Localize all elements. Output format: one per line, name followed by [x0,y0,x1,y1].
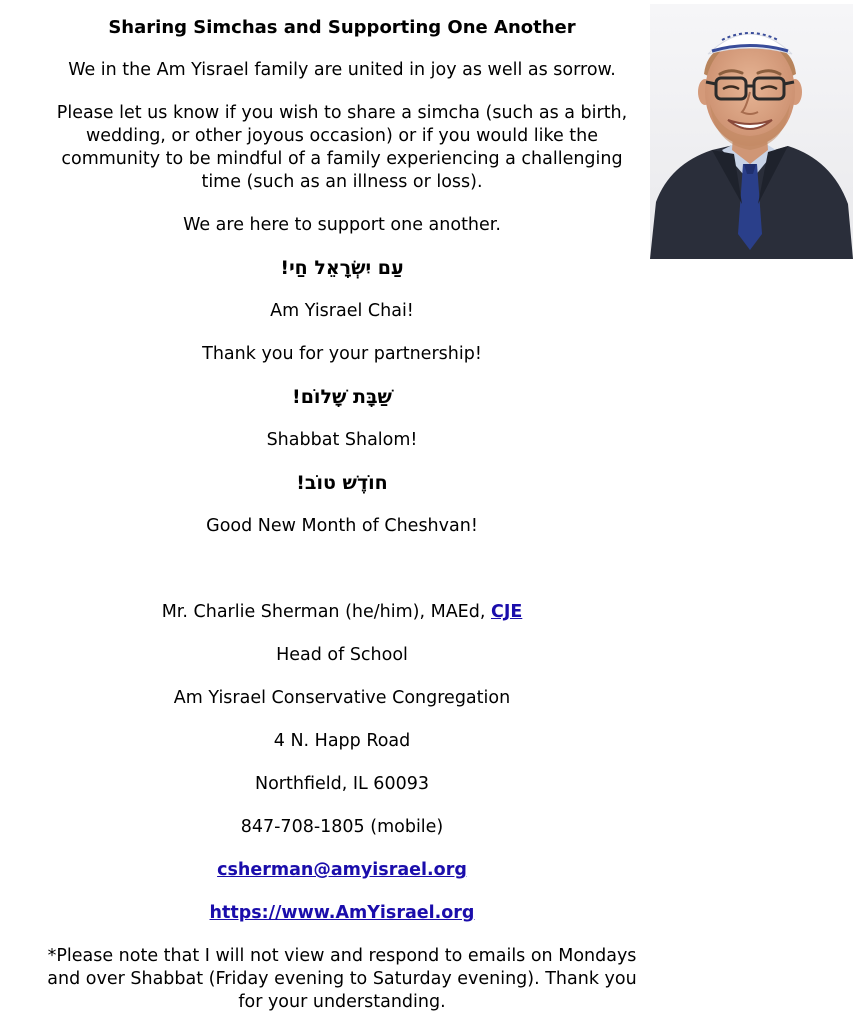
section-title: Sharing Simchas and Supporting One Another [108,17,576,38]
signature-name-line [40,601,644,624]
signature-street: 4 N. Happ Road [273,731,411,751]
signature-city: Northfield, IL 60093 [255,774,429,794]
share-simcha-paragraph: Please let us know if you wish to share a simcha (such as a birth, wedding, or other joyous occasion) or if you would like the community to be mindful of a family experiencing a challenging time (such as an illness or loss). [56,103,628,192]
support-paragraph: We are here to support one another. [183,215,501,235]
headshot-illustration [650,4,853,259]
availability-note: *Please note that I will not view and respond to emails on Mondays and over Shabbat (Friday evening to Saturday evening). Thank you for your understanding. [47,946,637,1012]
spacer [40,558,644,601]
new-month-greeting: Good New Month of Cheshvan! [206,516,478,536]
website-line [40,902,644,925]
signature-organization: Am Yisrael Conservative Congregation [173,688,511,708]
newsletter-content [40,16,644,1034]
signature-name: Mr. Charlie Sherman (he/him), MAEd, [161,602,491,622]
signature-role: Head of School [276,645,408,665]
headshot-photo [650,4,853,259]
shabbat-shalom: Shabbat Shalom! [266,430,418,450]
hebrew-shabbat-shalom: שַׁבָּת שָׁלוֹם! [292,386,392,408]
thanks-partnership: Thank you for your partnership! [202,344,482,364]
hebrew-am-yisrael-chai: עַם יִשְׂרָאֵל חַי! [280,257,404,279]
email-link[interactable]: csherman@amyisrael.org [217,860,467,880]
website-link[interactable]: https://www.AmYisrael.org [209,903,475,923]
united-paragraph: We in the Am Yisrael family are united in joy as well as sorrow. [68,60,616,80]
email-line [40,859,644,882]
hebrew-chodesh-tov: חוֹדֶשׁ טוֹב! [296,472,388,494]
cje-link[interactable]: CJE [490,602,523,622]
signature-phone: 847-708-1805 (mobile) [240,817,444,837]
am-yisrael-chai: Am Yisrael Chai! [270,301,414,321]
